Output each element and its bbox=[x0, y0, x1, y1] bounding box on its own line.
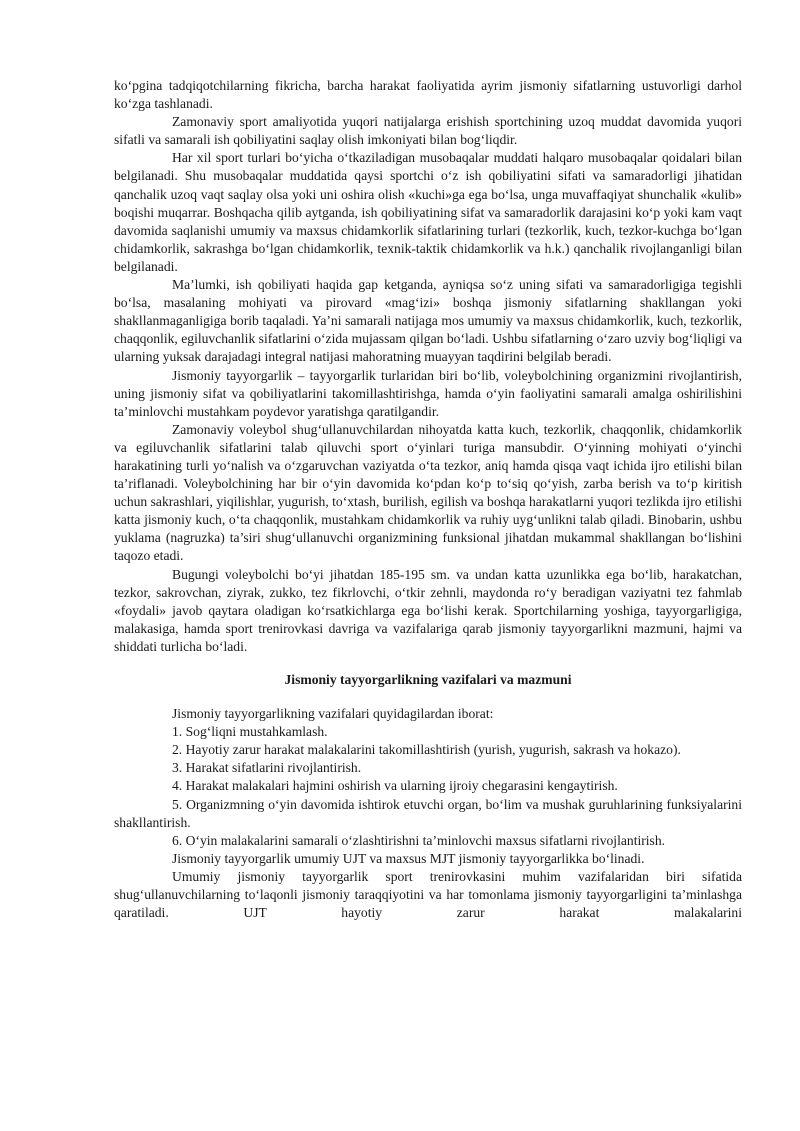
paragraph: Zamonaviy voleybol shug‘ullanuvchilardan nihoyatda katta kuch, tezkorlik, chaqqonlik, chidamkorlik va egiluvchanlik sifatlarini talab qiluvchi sport o‘yinlari turiga mansubdir. O‘yinning mohiyati o‘yinchi harakatining turli yo‘nalish va o‘zgaruvchan vaziyatda o‘ta tezkor, aniq hamda qisqa vaqt ichida ijro etilishi bilan ta’riflanadi. Voleybolchining har bir o‘yin davomida ko‘pdan ko‘p to‘siq qo‘yish, zarba berish va to‘p kiritish uchun sakrashlari, yiqilishlar, yugurish, to‘xtash, burilish, egilish va boshqa harakatlarni yuqori tezlikda ijro etilishi katta jismoniy kuch, o‘ta chaqqonlik, mustahkam chidamkorlik va ruhiy uyg‘unlikni talab qiladi. Binobarin, ushbu yuklama (nagruzka) ta’siri shug‘ullanuvchi organizmining funksional jihatdan mukammal shakllangan bo‘lishini taqozo etadi. bbox=[114, 421, 742, 564]
paragraph: Bugungi voleybolchi bo‘yi jihatdan 185-195 sm. va undan katta uzunlikka ega bo‘lib, harakatchan, tezkor, sakrovchan, ziyrak, zukko, tez fikrlovchi, o‘tkir zehnli, maydonda ro‘y beradigan vaziyatni tez fahmlab «foydali» javob qaytara oladigan ko‘rsatkichlarga ega bo‘lishi kerak. Sportchilarning yoshiga, tayyorgarligiga, malakasiga, hamda sport trenirovkasi davriga va vazifalariga qarab jismoniy tayyorgarlikni mazmuni, hajmi va shiddati turlicha bo‘ladi. bbox=[114, 566, 742, 654]
list-item: 1. Sog‘liqni mustahkamlash. bbox=[172, 724, 328, 740]
paragraph: ko‘pgina tadqiqotchilarning fikricha, barcha harakat faoliyatida ayrim jismoniy sifatlarning ustuvorligi darhol ko‘zga tashlanadi. bbox=[114, 78, 742, 112]
paragraph: Jismoniy tayyorgarlik umumiy UJT va maxsus MJT jismoniy tayyorgarlikka bo‘linadi. bbox=[172, 850, 645, 866]
list-item: 4. Harakat malakalari hajmini oshirish va ularning ijroiy chegarasini kengaytirish. bbox=[172, 778, 618, 794]
paragraph: Har xil sport turlari bo‘yicha o‘tkaziladigan musobaqalar muddati halqaro musobaqalar qoidalari bilan belgilanadi. Shu musobaqalar muddatida qaysi sportchi o‘z ish qobiliyatini sifati va samaradorligi jihatidan qanchalik uzoq vaqt saqlay olsa yoki uni oshira olish «kuchi»ga ega bo‘lsa, unga muvaffaqiyat shunchalik «kulib» boqishi muqarrar. Boshqacha qilib aytganda, ish qobiliyatining sifat va samaradorlik darajasini ko‘p yoki kam vaqt davomida saqlanishi umumiy va maxsus chidamkorlik sifatlarining turlari (tezkorlik, kuch, tezkor-kuchga bo‘lgan chidamkorlik, sakrashga bo‘lgan chidamkorlik, texnik-taktik chidamkorlik va h.k.) qanchalik rivojlanganligi bilan belgilanadi. bbox=[114, 150, 742, 274]
list-intro: Jismoniy tayyorgarlikning vazifalari quyidagilardan iborat: bbox=[172, 706, 494, 722]
list-item: 2. Hayotiy zarur harakat malakalarini takomillashtirish (yurish, yugurish, sakrash va hokazo). bbox=[172, 742, 681, 758]
document-page bbox=[114, 77, 742, 922]
paragraph: Umumiy jismoniy tayyorgarlik sport trenirovkasini muhim vazifalaridan biri sifatida shug‘ullanuvchilarning to‘laqonli jismoniy taraqqiyotini va har tomonlama jismoniy tayyorgarligini ta’minlashga qaratiladi. UJT hayotiy zarur harakat malakalarini bbox=[114, 868, 742, 921]
paragraph: Ma’lumki, ish qobiliyati haqida gap ketganda, ayniqsa so‘z uning sifati va samaradorligiga tegishli bo‘lsa, masalaning mohiyati va pirovard «mag‘izi» boshqa jismoniy sifatlarning shakllangan yoki shakllanmaganligiga borib taqaladi. Ya’ni samarali natijaga mos umumiy va maxsus chidamkorlik, kuch, tezkorlik, chaqqonlik, egiluvchanlik sifatlarini o‘zida mujassam qilgan bo‘ladi. Ushbu sifatlarning o‘zaro uzviy bog‘liqligi va ularning yuksak darajadagi integral natijasi mahoratning muayyan taqdirini belgilab beradi. bbox=[114, 277, 742, 365]
list-item: 5. Organizmning o‘yin davomida ishtirok etuvchi organ, bo‘lim va mushak guruhlarining funksiyalarini shakllantirish. bbox=[114, 796, 742, 830]
list-item: 6. O‘yin malakalarini samarali o‘zlashtirishni ta’minlovchi maxsus sifatlarni rivojlantirish. bbox=[172, 832, 666, 848]
paragraph: Jismoniy tayyorgarlik – tayyorgarlik turlaridan biri bo‘lib, voleybolchining organizmini rivojlantirish, uning jismoniy sifat va qobiliyatlarini takomillashtirishga, hamda o‘yin faoliyatini samarali amalga oshirilishini ta’minlovchi mustahkam poydevor yaratishga qaratilgandir. bbox=[114, 367, 742, 419]
section-heading: Jismoniy tayyorgarlikning vazifalari va mazmuni bbox=[284, 672, 572, 687]
paragraph: Zamonaviy sport amaliyotida yuqori natijalarga erishish sportchining uzoq muddat davomida yuqori sifatli va samarali ish qobiliyatini saqlay olish imkoniyati bilan bog‘liqdir. bbox=[114, 114, 742, 148]
list-item: 3. Harakat sifatlarini rivojlantirish. bbox=[172, 760, 362, 776]
